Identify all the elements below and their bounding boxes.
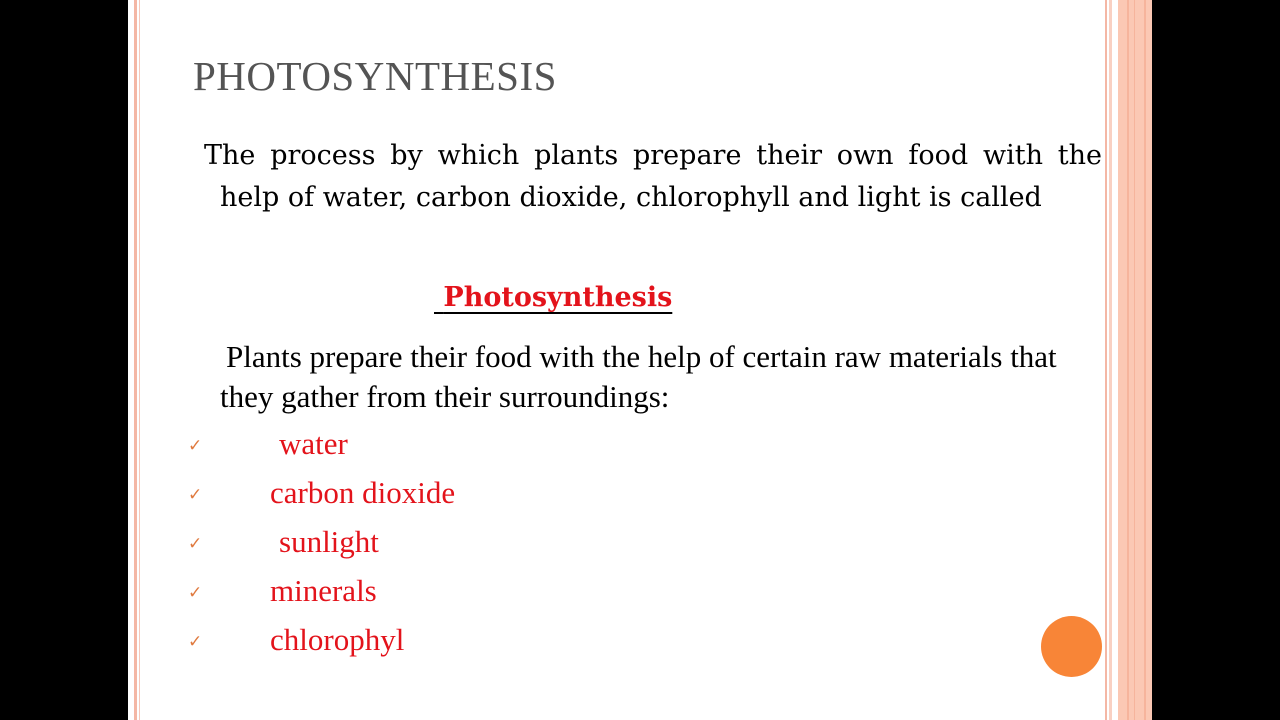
list-item-text: water xyxy=(279,426,348,461)
left-border-rule xyxy=(134,0,137,720)
list-item xyxy=(188,620,588,669)
list-item xyxy=(188,522,588,571)
answer-term xyxy=(434,282,672,313)
left-border-rule-thin xyxy=(139,0,140,720)
list-item xyxy=(188,424,588,473)
checkmark-icon: ✓ xyxy=(188,436,203,456)
right-band-stripe xyxy=(1134,0,1135,720)
checkmark-icon: ✓ xyxy=(188,485,203,505)
raw-materials-list xyxy=(188,424,588,669)
right-band-stripe xyxy=(1144,0,1146,720)
right-border-rule xyxy=(1105,0,1107,720)
checkmark-icon: ✓ xyxy=(188,583,203,603)
list-item-text: chlorophyl xyxy=(270,622,405,657)
raw-materials-intro: Plants prepare their food with the help of certain raw materials that they gather from their surroundings: xyxy=(220,339,1057,414)
list-item xyxy=(188,473,588,522)
checkmark-icon: ✓ xyxy=(188,534,203,554)
checkmark-icon: ✓ xyxy=(188,632,203,652)
list-item-text: minerals xyxy=(270,573,377,608)
definition-text: The process by which plants prepare their own food with the help of water, carbon dioxide, chlorophyll and light is called xyxy=(204,140,1102,213)
right-border-rule-light xyxy=(1109,0,1112,720)
decorative-orange-circle xyxy=(1041,616,1102,677)
list-item-text: sunlight xyxy=(279,524,379,559)
right-band-stripe xyxy=(1127,0,1129,720)
answer-term-text: Photosynthesis xyxy=(443,282,673,313)
slide-title: PHOTOSYNTHESIS xyxy=(193,53,557,99)
presentation-slide xyxy=(128,0,1152,720)
list-item-text: carbon dioxide xyxy=(270,475,456,510)
right-border-band xyxy=(1118,0,1152,720)
list-item xyxy=(188,571,588,620)
